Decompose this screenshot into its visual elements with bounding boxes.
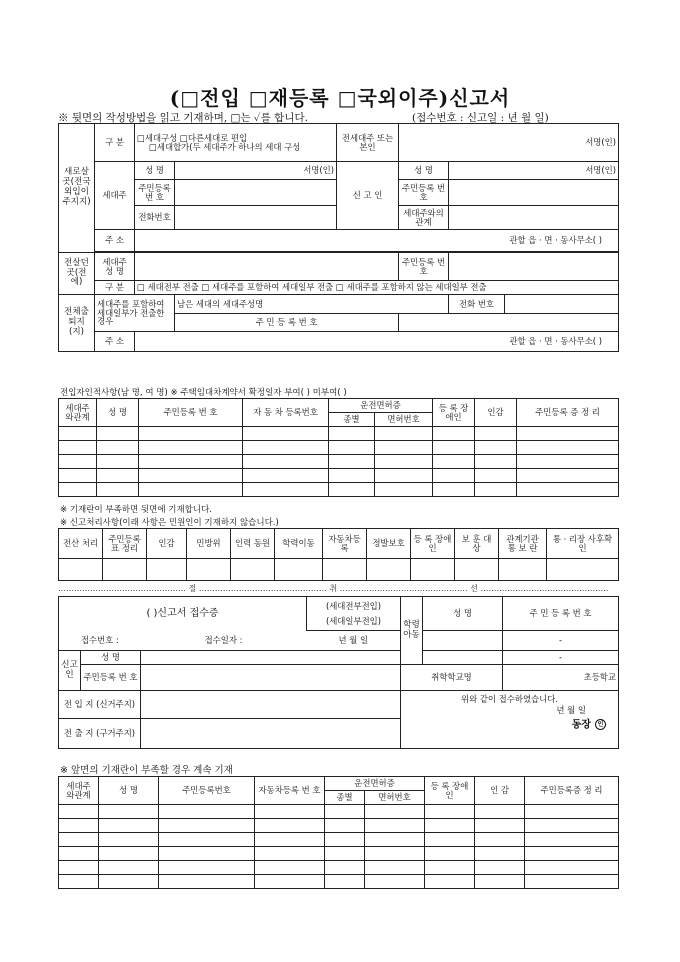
child-name-1[interactable] (423, 631, 503, 651)
movers-col-license-type: 종별 (329, 413, 375, 427)
reporter-rrn-field[interactable] (449, 180, 619, 206)
proc-col-seal: 인감 (147, 529, 187, 559)
table-row[interactable] (59, 861, 619, 875)
child-rrn-2[interactable]: - (503, 651, 619, 665)
child-rrn-1[interactable]: - (503, 631, 619, 651)
new-office-label: 관할 읍 · 면 · 동사무소( ) (509, 235, 602, 246)
table-row[interactable] (59, 819, 619, 833)
table-row[interactable] (59, 847, 619, 861)
reporter-sign-field[interactable]: 서명(인) (399, 124, 619, 162)
school-name-label: 취학학교명 (401, 665, 503, 691)
slip-receipt-no: 접수번호 : (59, 631, 141, 651)
table-row[interactable] (59, 875, 619, 889)
proc-col-notify: 관계기관 통 보 란 (499, 529, 547, 559)
hoh-rrn-field[interactable] (175, 180, 337, 206)
slip-confirm-cell (401, 691, 619, 749)
slip-chief-label: 동장 (571, 719, 591, 731)
form-title: (□전입 □재등록 □국외이주)신고서 (169, 86, 511, 110)
proc-col-computer: 전산 처리 (59, 529, 103, 559)
old-phone-label: 전화 번호 (449, 295, 505, 314)
new-type-options[interactable] (135, 124, 337, 162)
main-form-table (58, 123, 619, 352)
movers-col-license: 운전면허증 (329, 399, 433, 413)
old-hoh-name-field[interactable] (135, 253, 399, 281)
slip-opt-all: (세대전부전입) (325, 600, 382, 611)
reporter-label: 신 고 인 (337, 162, 399, 230)
slip-name-label: 성 명 (81, 651, 141, 665)
table-row[interactable] (59, 469, 619, 483)
slip-confirm-text: 위와 같이 접수하였습니다. (461, 694, 558, 704)
hoh-label: 세대주 (95, 162, 135, 230)
new-type-opt2: □세대합가(두 세대주가 하나의 세대 구성 (149, 141, 301, 152)
slip-title: ( )신고서 접수증 (146, 607, 219, 619)
movers-summary: 전입자인적사항(남 명, 여 명) ※ 주택임대차계약서 확정일자 부여( ) 미부여( ) (60, 388, 347, 398)
old-rrn-field[interactable] (449, 253, 619, 281)
table-row[interactable] (59, 805, 619, 819)
processing-note: ※ 신고처리사항(이래 사항은 민원인이 기재하지 않습니다.) (60, 518, 279, 528)
proc-col-confirm: 통 · 리장 사후확인 (547, 529, 619, 559)
slip-reporter-label: 신고인 (59, 651, 81, 691)
movers-col-seal: 인감 (475, 399, 517, 427)
new-type-label: 구 분 (95, 124, 135, 162)
relation-label: 세대주와의 관계 (399, 206, 449, 230)
remaining-hoh-label: 남은 세대의 세대주성명 (175, 295, 449, 314)
school-child-label: 학령아동 (401, 597, 423, 665)
remaining-rrn-label: 주 민 등 록 번 호 (175, 314, 399, 332)
cont-col-seal: 인 감 (475, 777, 525, 805)
old-hoh-name-label: 세대주 성 명 (95, 253, 135, 281)
movers-col-rrn: 주민등록 번 호 (139, 399, 243, 427)
slip-rrn-label: 주민등록 번 호 (81, 665, 141, 691)
new-residence-side-label: 새로살곳(전국외입이주지지) (59, 124, 95, 253)
slip-name-field[interactable] (141, 651, 401, 665)
cont-col-idcard: 주민등록증 정 리 (525, 777, 619, 805)
slip-movein-field[interactable] (141, 691, 401, 719)
cont-col-relation: 세대주 와관계 (59, 777, 99, 805)
new-address-label: 주 소 (95, 230, 135, 252)
hoh-name-field[interactable]: 서명(인) (175, 162, 337, 180)
movers-col-name: 성 명 (97, 399, 139, 427)
movers-col-car: 자 동 차 등록번호 (243, 399, 329, 427)
old-rrn-label: 주민등록 번 호 (399, 253, 449, 281)
slip-confirm-date: 년 월 일 (556, 704, 586, 715)
child-rrn-label: 주 민 등 록 번 호 (503, 597, 619, 631)
movers-table (58, 398, 619, 497)
cont-col-license-type: 종별 (325, 791, 365, 805)
overflow-note: ※ 기재란이 부족하면 뒷면에 기재합니다. (60, 505, 213, 515)
receipt-info: (접수번호 : 신고일 : 년 월 일) (412, 112, 549, 124)
movers-col-license-no: 면허번호 (375, 413, 433, 427)
movers-col-relation: 세대주 와관계 (59, 399, 97, 427)
table-row[interactable] (59, 427, 619, 441)
cont-col-license-no: 면허번호 (365, 791, 425, 805)
slip-movein-label: 전 입 지 (신거주지) (59, 691, 141, 719)
cont-col-car: 자동차등록 번 호 (255, 777, 325, 805)
old-type-label: 구 분 (95, 281, 135, 295)
slip-chief (403, 719, 616, 731)
cont-col-name: 성 명 (99, 777, 159, 805)
reporter-name-label: 성 명 (399, 162, 449, 180)
proc-col-veteran: 보 훈 대 상 (455, 529, 499, 559)
old-office-label: 관할 읍 · 면 · 동사무소( ) (509, 336, 602, 347)
hoh-rrn-label: 주민등록 번 호 (135, 180, 175, 206)
movers-col-disabled: 등 록 장애인 (433, 399, 475, 427)
processing-table (58, 528, 619, 581)
table-row[interactable] (59, 483, 619, 497)
relation-field[interactable] (449, 206, 619, 230)
child-name-label: 성 명 (423, 597, 503, 631)
old-residence-side-label-2: 전체출퇴지(지) (59, 295, 95, 352)
proc-col-car: 자동차등 록 (323, 529, 367, 559)
hoh-phone-field[interactable] (175, 206, 337, 230)
continuation-table (58, 776, 619, 889)
movers-col-idcard: 주민등록 증 정 리 (517, 399, 619, 427)
proc-col-mobilization: 인력 동원 (231, 529, 275, 559)
seal-icon: 인 (595, 719, 606, 730)
slip-title-cell (59, 597, 307, 631)
new-address-field[interactable] (135, 230, 619, 252)
new-type-opt1: □세대구성 □다른세대로 편입 (137, 132, 248, 143)
slip-opt-partial: (세대일부전입) (325, 615, 382, 626)
school-name-field[interactable]: 초등학교 (503, 665, 619, 691)
slip-ymd: 년 월 일 (307, 631, 401, 651)
partial-move-label: 세대주를 포함하여 세대일부가 전출한 경우 (95, 295, 175, 332)
proc-col-education: 학력이동 (275, 529, 323, 559)
child-name-2[interactable] (423, 651, 503, 665)
slip-rrn-field[interactable] (141, 665, 401, 691)
proc-col-registry: 주민등록 표 정리 (103, 529, 147, 559)
slip-moveout-field[interactable] (141, 719, 401, 749)
proc-col-civil-defense: 민방위 (187, 529, 231, 559)
old-address-label: 주 소 (95, 332, 135, 352)
table-row[interactable] (59, 455, 619, 469)
table-row[interactable] (59, 441, 619, 455)
receipt-slip-table (58, 596, 619, 749)
hoh-phone-label: 전화번호 (135, 206, 175, 230)
continuation-note: ※ 앞면의 기재란이 부족할 경우 계속 기재 (60, 765, 233, 776)
proc-col-protection: 정발보호 (367, 529, 411, 559)
reporter-kind: 전세대주 또는 본인 (337, 124, 399, 162)
remaining-rrn-field[interactable] (399, 314, 619, 332)
proc-col-disabled: 등 록 장애인 (411, 529, 455, 559)
old-phone-field[interactable] (505, 295, 619, 314)
hoh-name-label: 성 명 (135, 162, 175, 180)
cont-col-rrn: 주민등록번호 (159, 777, 255, 805)
slip-moveout-label: 전 출 지 (구거주지) (59, 719, 141, 749)
old-type-options[interactable]: □ 세대전부 전출 □ 세대주를 포함하여 세대일부 전출 □ 세대주를 포함하지 않는 세대일부 전출 (135, 281, 619, 295)
slip-receipt-date: 접수일자 : (204, 634, 243, 645)
cont-col-disabled: 등 록 장애인 (425, 777, 475, 805)
slip-options[interactable] (307, 597, 401, 631)
reporter-name-field[interactable]: 서명(인) (449, 162, 619, 180)
reporter-rrn-label: 주민등록 번 호 (399, 180, 449, 206)
old-address-field[interactable] (135, 332, 619, 352)
table-row[interactable] (59, 559, 619, 581)
cont-col-license: 운전면허증 (325, 777, 425, 791)
table-row[interactable] (59, 833, 619, 847)
cut-line: ………………………………………… 절 ………………………………………… 취 ………………………………………… 선 ………………………………………… (58, 584, 609, 593)
old-residence-side-label: 전살던곳(전에) (59, 253, 95, 295)
instruction-text: ※ 뒷면의 작성방법을 읽고 기재하며, □는 ✓를 합니다. (58, 112, 308, 124)
